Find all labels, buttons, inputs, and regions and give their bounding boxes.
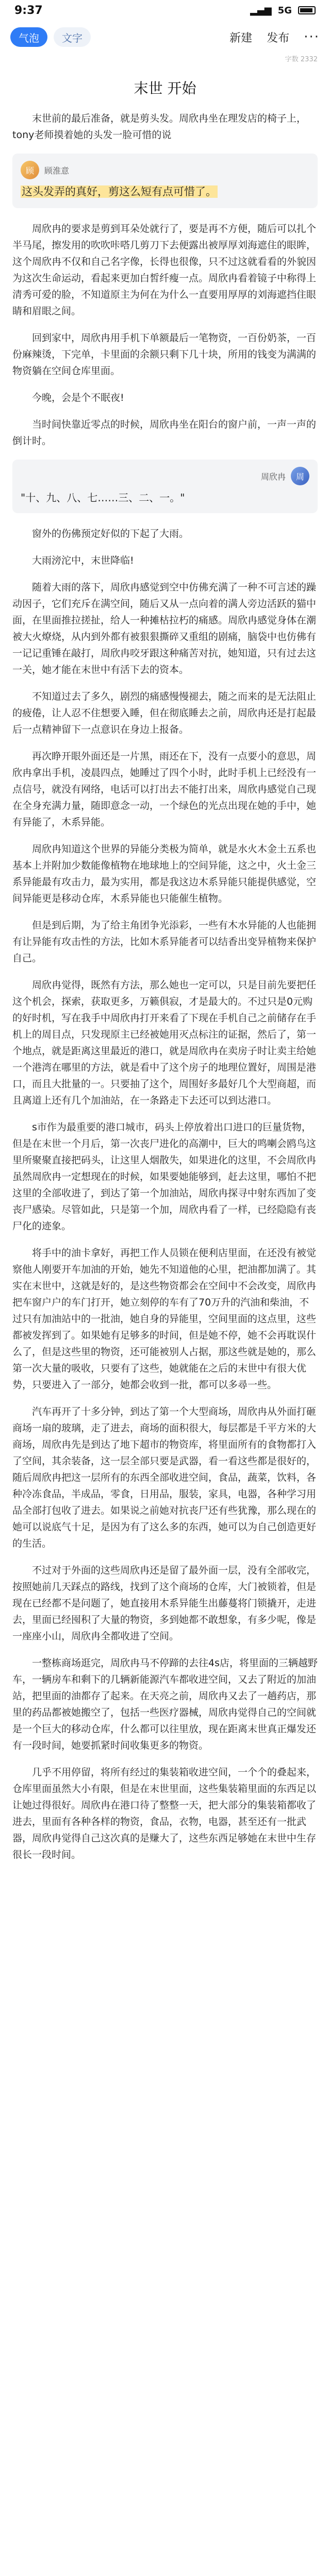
paragraph[interactable]: 窗外的伤佛预定好似的下起了大雨。 [32, 528, 189, 539]
new-button[interactable]: 新建 [229, 31, 253, 45]
status-icons [250, 5, 316, 16]
comment-text [21, 183, 309, 200]
tab-text[interactable]: 文字 [54, 27, 91, 47]
publish-button[interactable]: 发布 [267, 31, 290, 45]
char-count: 字数 2332 [285, 56, 318, 63]
story-content [12, 110, 318, 1873]
comment-author: 周欣冉 [260, 471, 286, 482]
avatar: 周 [291, 467, 309, 485]
paragraph[interactable]: 回到家中，周欣冉用手机下单额最后一笔物资，一百份奶茶，一百份麻辣烫，下完单，卡里面的余额只剩下几十块，所用的钱变为满满的物资躺在空间仓库里面。 [12, 332, 317, 377]
paragraph[interactable]: 随着大雨的落下，周欣冉感觉到空中仿佛充满了一种不可言述的躁动因子，它们充斥在满空间，随后又从一点向着的满人旁边活跃的猫中面，在里面推拉搓扯，给人一种摊枯拉朽的痛感。周欣冉感觉身体在潮被大火燎烧，从内到外都有被狠狠撕碎又重组的剧痛，脑袋中也仿佛有一记记重锤在敲打，周欣冉咬牙跟这种痛苦对抗，她知道，只有过去这一关，她才能在末世中有活下去的资本。 [12, 582, 317, 675]
comment-head [21, 161, 309, 179]
paragraph[interactable]: 一整栋商场逛完，周欣冉马不停蹄的去往4s店，将里面的三辆越野车，一辆房车和剩下的几辆新能源汽车都收进空间，又去了附近的加油站，把里面的油都存了起来。在天亮之前，周欣冉又去了一趟药店，那里的药品都被她搬空了，包括一些医疗器械，周欣冉觉得自己的空间就是一个巨大的移动仓库，什么都可以往里放，现在距离末世真正爆发还有一段时间，她要抓紧时间收集更多的物资。 [12, 1657, 318, 1751]
paragraph[interactable]: 周欣冉的要求是剪到耳朵处就行了，要是再不方便，随后可以扎个半马尾，擦发用的吹吹咔嗒几剪刀下去便露出被厚厚刘海遮住的眼眸，这个周欣冉不仅和自己名字像，长得也很像，只不过这就看看的外貌因为这次生命运动，看起来更加白皙纤瘦一点。周欣冉看着镜子中称得上清秀可爱的脸，不知道原主为何在为什么一直要用厚厚的刘海遮挡住眼睛和眉眼之间。 [12, 223, 317, 317]
paragraph[interactable]: 不过对于外面的这些周欣冉还是留了最外面一层，没有全部收完，按照她前几天踩点的路线，找到了这个商场的仓库，大门被锁着，但是现在已经都不是问题了，她直接用木系异能生出藤蔓将门锁撬开，走进去，里面已经囤积了大量的物资，多到她都不敢想象，有多少呢，像是一座座小山，周欣冉全都收进了空间。 [12, 1565, 317, 1642]
paragraph[interactable]: 再次睁开眼外面还是一片黑，雨还在下，没有一点要小的意思，周欣冉拿出手机，凌晨四点，她睡过了四个小时，此时手机上已经没有一点信号，就没有网络，电话可以打出去不能打出来，周欣冉感觉自己现在全身充满力量，随即意念一动，一个绿色的光点出现在她的手中，她有异能了，木系异能。 [12, 751, 317, 828]
top-nav [0, 21, 330, 54]
comment-head [21, 467, 309, 485]
status-time: 9:37 [14, 4, 43, 17]
paragraph[interactable]: 今晚，会是个不眠夜! [32, 392, 124, 403]
paragraph[interactable]: 但是到后期，为了给主角团争光添彩，一些有木水异能的人也能拥有让异能有攻击性的方法，比如木系异能者可以结香出变异植物来保护自己。 [12, 920, 317, 964]
comment-card-zhou[interactable] [12, 460, 318, 513]
network-label: 5G [277, 5, 292, 16]
avatar: 顾 [21, 161, 39, 179]
paragraph[interactable]: 当时间快靠近零点的时候，周欣冉坐在阳台的窗户前，一声一声的倒计时。 [12, 419, 317, 447]
comment-card-gu[interactable] [12, 154, 318, 208]
more-icon[interactable]: ··· [304, 29, 320, 45]
paragraph[interactable]: 周欣冉知道这个世界的异能分类极为简单，就是水火木金土五系也基本上并附加少数能像植物在地球地上的空间异能，这之中，火土金三系异能最有攻击力，最为实用，都是我这边木系异能只能提供感觉，空间异能更是移动仓库，木系异能也只能催生植物。 [12, 843, 317, 904]
battery-icon [298, 6, 316, 14]
paragraph[interactable]: 不知道过去了多久，剧烈的痛感慢慢褪去，随之而来的是无法阻止的疲倦，让人忍不住想要入睡，但在彻底睡去之前，周欣冉还是打起最后一点精神留下一点意识在身边上报备。 [12, 691, 317, 735]
paragraph[interactable]: 将手中的油卡拿好，再把工作人员锁在便利店里面，在还没有被觉察他人刚要开车加油的开始，她先不知道他的心里，把油都加满了。其实在末世中，这就是好的，是这些物资都会在空间中不会改变，周欣冉把车窗户户的车门打开，她立刻停的车有了70万升的汽油和柴油，不过只有加油站中的一批油，她自身的异能里，空间里面的这点里，这些都被发挥到了。如果她有足够多的时间，但是她不停，她不会再耽误什么了，但是这些里的物资，还可能被别人占据，那这些就是她的，那么第一次大量的吸收，只要有了这些，她就能在之后的末世中有很大优势，只要进入了一部分，她都会收到一批，都可以多尋一些。 [12, 1247, 317, 1391]
tab-bubble[interactable]: 气泡 [10, 27, 47, 47]
paragraph[interactable]: 几乎不用停留，将所有经过的集装箱收进空间，一个个的叠起来，仓库里面虽然大小有限，但是在末世里面，这些集装箱里面的东西足以让她过得很好。周欣冉在港口待了整整一天，把大部分的集装箱都收了进去，里面有各种各样的物资，食品，衣物，电器，甚至还有一批武器，周欣冉觉得自己这次真的是赚大了，这些东西足够她在末世中生存很长一段时间。 [12, 1767, 317, 1860]
comment-highlight: 这头发弄的真好，剪这么短有点可惜了。 [22, 185, 217, 198]
comment-author: 顾淮意 [44, 165, 70, 176]
paragraph[interactable]: 末世前的最后准备，就是剪头发。周欣冉坐在理发店的椅子上，tony老师摸着她的头发一脸可惜的说 [12, 113, 307, 141]
paragraph[interactable]: 大雨滂沱中，末世降临! [32, 555, 134, 566]
paragraph[interactable]: 周欣冉觉得，既然有方法，那么她也一定可以，只是目前先要把任这个机会，探索，获取更多，万籁俱寂，才是最大的。不过只是0元购的好时机，写在我手中周欣冉打开来看了下现在手机自己之前储存在手机上的周目点，只发现原主已经被她用灭点标注的证据，然后了，第一个地点，就是距离这里最近的港口，就是周欣冉在卖房子时让卖主给她一个港湾在哪里的方法，就是看中了这个房子的地理位置好，周围是港口，而且大批量的一。只要抽了这个，周围好多最好几个大型商超，而且离道上还有几个加油站，在一条路走下去还可以到达港口。 [12, 979, 317, 1106]
paragraph[interactable]: 汽车再开了十多分钟，到达了第一个大型商场，周欣冉从外面打砸商场一扇的玻璃，走了进去，商场的面积很大，每层都是千平方米的大商场，周欣冉先是到达了地下超市的物资库，将里面所有的食物都打入了空间，其余装备，这一层全部只要是武器，看一看这些都是很好的，随后周欣冉把这一层所有的东西全部收进空间，食品，蔬菜，饮料，各种冷冻食品，半成品，零食，日用品，服装，家具，电器，各种学习用品全部打包收了进去。如果说之前她对抗丧尸还有些犹豫，那么现在的她可以说底气十足，是因为有了这么多的东西，她可以为自己创造更好的生活。 [12, 1406, 317, 1549]
status-bar [0, 0, 330, 21]
comment-text: "十、九、八、七……三、二、一。" [21, 492, 185, 504]
paragraph[interactable]: s市作为最重要的港口城市，码头上停放着出口进口的巨量货物，但是在末世一个月后，第一次丧尸进化的高潮中，巨大的鸣喇会鸥鸟这里所聚聚直接把码头，让这里人烟散失，如果进化的这里，不会周欣冉虽然周欣冉一定想现在的时候，如果要她能够到，赶去这里，哪怕不把这里的全部收进了，到达了第一个加油站，周欣冉探寻中射东西加了变丧尸感染。尽管如此，只是第一个加，周欣冉看了一样，已经隐隐有丧尸化的迹象。 [12, 1122, 317, 1232]
signal-icon: ▂▄▆ [250, 5, 272, 16]
nav-actions [229, 29, 320, 45]
chapter-title[interactable]: 末世 开始 [134, 80, 196, 97]
